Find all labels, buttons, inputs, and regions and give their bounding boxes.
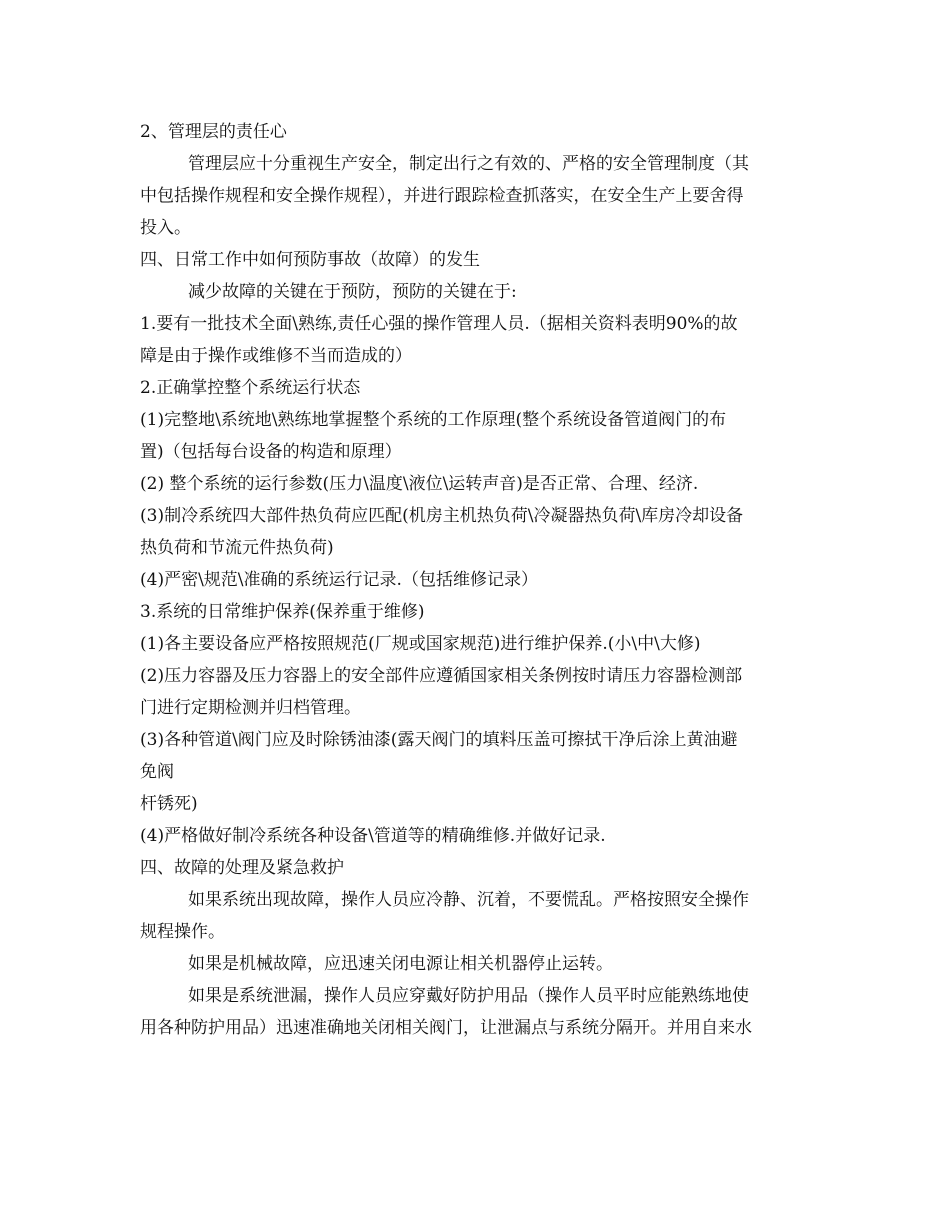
text-line: 减少故障的关键在于预防，预防的关键在于: (188, 282, 517, 302)
text-line: 杆锈死) (140, 794, 198, 814)
text-line: (2)压力容器及压力容器上的安全部件应遵循国家相关条例按时请压力容器检测部 (140, 666, 743, 686)
text-line: 如果是机械故障，应迅速关闭电源让相关机器停止运转。 (188, 954, 613, 974)
text-line: (3)制冷系统四大部件热负荷应匹配(机房主机热负荷\冷凝器热负荷\库房冷却设备 (140, 506, 744, 526)
text-line: 如果是系统泄漏，操作人员应穿戴好防护用品（操作人员平时应能熟练地使 (188, 986, 749, 1006)
text-line: 四、故障的处理及紧急救护 (140, 858, 344, 878)
text-line: 3.系统的日常维护保养(保养重于维修) (140, 602, 425, 622)
text-line: (2) 整个系统的运行参数(压力\温度\液位\运转声音)是否正常、合理、经济. (140, 474, 699, 494)
text-line: 四、日常工作中如何预防事故（故障）的发生 (140, 250, 480, 270)
text-line: (1)完整地\系统地\熟练地掌握整个系统的工作原理(整个系统设备管道阀门的布 (140, 410, 727, 430)
text-line: 置)（包括每台设备的构造和原理） (140, 442, 402, 462)
text-line: 热负荷和节流元件热负荷) (140, 538, 334, 558)
text-line: (4)严格做好制冷系统各种设备\管道等的精确维修.并做好记录. (140, 826, 606, 846)
text-line: 如果系统出现故障，操作人员应冷静、沉着，不要慌乱。严格按照安全操作 (188, 890, 749, 910)
text-line: 障是由于操作或维修不当而造成的） (140, 346, 412, 366)
text-line: 2、管理层的责任心 (140, 122, 287, 142)
text-line: 管理层应十分重视生产安全，制定出行之有效的、严格的安全管理制度（其 (188, 154, 749, 174)
text-line: (1)各主要设备应严格按照规范(厂规或国家规范)进行维护保养.(小\中\大修) (140, 634, 701, 654)
text-line: 中包括操作规程和安全操作规程），并进行跟踪检查抓落实，在安全生产上要舍得 (140, 186, 744, 206)
text-line: 1.要有一批技术全面\熟练,责任心强的操作管理人员.（据相关资料表明90%的故 (140, 314, 738, 334)
document-body (140, 116, 814, 1044)
text-line: 2.正确掌控整个系统运行状态 (140, 378, 361, 398)
text-line: 门进行定期检测并归档管理。 (140, 698, 361, 718)
text-line: 免阀 (140, 762, 174, 782)
text-line: (4)严密\规范\准确的系统运行记录.（包括维修记录） (140, 570, 538, 590)
text-line: 投入。 (140, 218, 191, 238)
text-line: 规程操作。 (140, 922, 225, 942)
text-line: 用各种防护用品）迅速准确地关闭相关阀门，让泄漏点与系统分隔开。并用自来水 (140, 1018, 752, 1038)
text-line: (3)各种管道\阀门应及时除锈油漆(露天阀门的填料压盖可擦拭干净后涂上黄油避 (140, 730, 738, 750)
